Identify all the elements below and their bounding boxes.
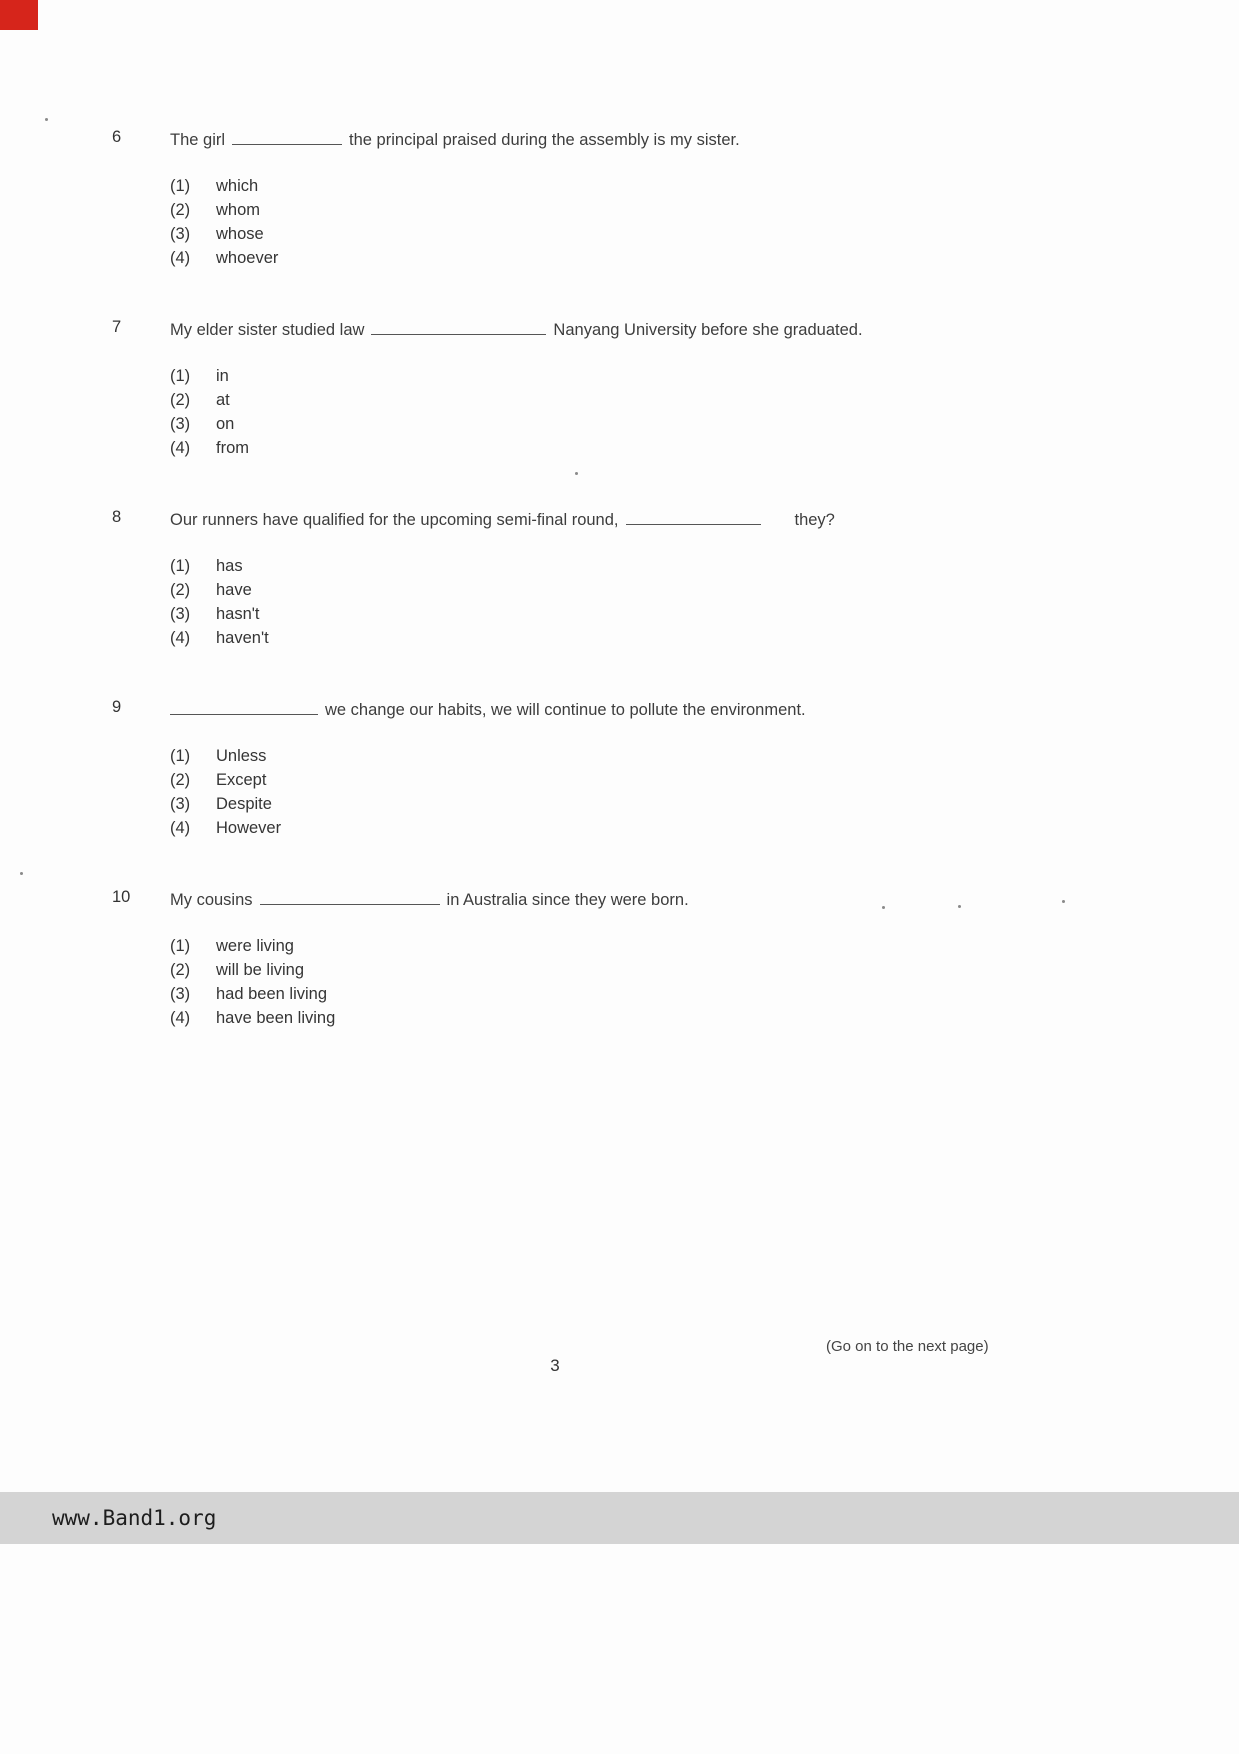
option (170, 246, 1149, 270)
scan-speck (882, 906, 885, 909)
question-text-after: in Australia since they were born. (446, 891, 689, 909)
question-number: 9 (112, 698, 122, 716)
option-label: whose (216, 225, 264, 243)
question-number: 8 (112, 508, 122, 526)
option-number: (2) (170, 771, 191, 789)
options-list (170, 174, 1149, 270)
scan-corner-mark (0, 0, 38, 30)
option (170, 792, 1149, 816)
scan-speck (1062, 900, 1065, 903)
question-text-after: the principal praised during the assembly is my sister. (349, 131, 740, 149)
option-label: in (216, 367, 229, 385)
option-label: on (216, 415, 235, 433)
option (170, 388, 1149, 412)
scan-speck (45, 118, 48, 121)
option-label: at (216, 391, 230, 409)
answer-blank (260, 890, 440, 905)
option-number: (4) (170, 1009, 191, 1027)
option-label: whoever (216, 249, 279, 267)
option-number: (2) (170, 961, 191, 979)
option-label: Except (216, 771, 267, 789)
option-number: (4) (170, 819, 191, 837)
scan-speck (575, 472, 578, 475)
option-number: (3) (170, 415, 191, 433)
question (112, 508, 1149, 650)
question-text (170, 698, 1149, 722)
question-text-before: The girl (170, 131, 226, 149)
option (170, 198, 1149, 222)
option-label: whom (216, 201, 261, 219)
option (170, 958, 1149, 982)
options-list (170, 554, 1149, 650)
options-list (170, 744, 1149, 840)
option-label: However (216, 819, 282, 837)
scan-speck (20, 872, 23, 875)
question-text-before: My elder sister studied law (170, 321, 365, 339)
option-label: Unless (216, 747, 267, 765)
option-label: from (216, 439, 249, 457)
option (170, 626, 1149, 650)
option-number: (1) (170, 367, 191, 385)
question-text-after: we change our habits, we will continue to pollute the environment. (325, 701, 806, 719)
page-number: 3 (550, 1356, 560, 1375)
option-number: (2) (170, 581, 191, 599)
option-label: haven't (216, 629, 269, 647)
question-text-after: they? (794, 511, 835, 529)
option (170, 174, 1149, 198)
option (170, 1006, 1149, 1030)
option (170, 364, 1149, 388)
option-number: (3) (170, 795, 191, 813)
option (170, 934, 1149, 958)
option-number: (4) (170, 249, 191, 267)
options-list (170, 934, 1149, 1030)
option-label: which (216, 177, 259, 195)
watermark-bar (0, 1492, 1239, 1544)
answer-blank (626, 510, 761, 525)
scan-speck (958, 905, 961, 908)
question-text-after: Nanyang University before she graduated. (553, 321, 863, 339)
watermark-text: www.Band1.org (52, 1506, 217, 1530)
option-label: have been living (216, 1009, 336, 1027)
answer-blank (371, 320, 546, 335)
option (170, 816, 1149, 840)
option (170, 222, 1149, 246)
question (112, 888, 1149, 1030)
option (170, 554, 1149, 578)
option (170, 982, 1149, 1006)
question-number: 7 (112, 318, 122, 336)
question-text (170, 128, 1149, 152)
question-number: 6 (112, 128, 122, 146)
question-text (170, 508, 1149, 532)
option-number: (3) (170, 985, 191, 1003)
option-label: had been living (216, 985, 328, 1003)
question-text (170, 318, 1149, 342)
option (170, 602, 1149, 626)
answer-blank (232, 130, 342, 145)
option-label: were living (216, 937, 294, 955)
footer-note: (Go on to the next page) (826, 1338, 989, 1355)
options-list (170, 364, 1149, 460)
option (170, 412, 1149, 436)
question-number: 10 (112, 888, 131, 906)
option (170, 436, 1149, 460)
option-label: will be living (216, 961, 305, 979)
question (112, 128, 1149, 270)
option-number: (1) (170, 937, 191, 955)
option-number: (4) (170, 629, 191, 647)
option-number: (4) (170, 439, 191, 457)
question-text-before: Our runners have qualified for the upcoming semi-final round, (170, 511, 619, 529)
option-label: hasn't (216, 605, 260, 623)
option-label: has (216, 557, 243, 575)
answer-blank (170, 700, 318, 715)
question-text (170, 888, 1149, 912)
question-text-before: My cousins (170, 891, 253, 909)
option (170, 744, 1149, 768)
option-number: (3) (170, 225, 191, 243)
question (112, 318, 1149, 460)
option-number: (2) (170, 201, 191, 219)
option-label: Despite (216, 795, 272, 813)
question (112, 698, 1149, 840)
option-label: have (216, 581, 252, 599)
option-number: (3) (170, 605, 191, 623)
option (170, 768, 1149, 792)
option-number: (1) (170, 557, 191, 575)
option-number: (2) (170, 391, 191, 409)
questions-section (112, 128, 1149, 1078)
option (170, 578, 1149, 602)
option-number: (1) (170, 177, 191, 195)
option-number: (1) (170, 747, 191, 765)
